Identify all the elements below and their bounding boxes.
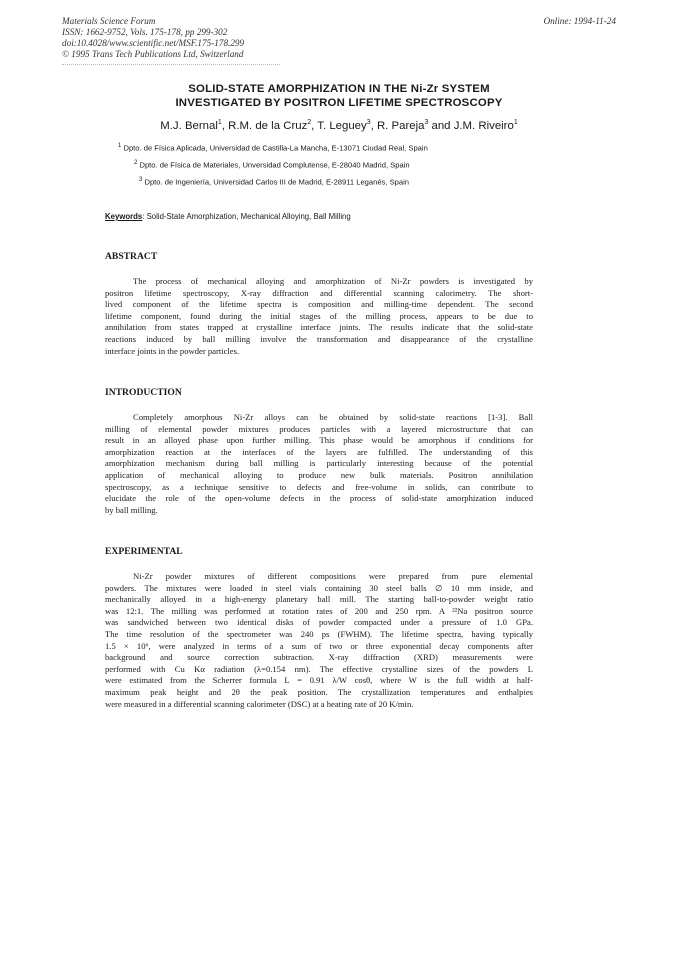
author-sep: and [428,119,454,132]
text-line: Completely amorphous Ni-Zr alloys can be obtained by solid-state reactions [1-3]. Ball [133,412,533,422]
text-line: were estimated from the Scherrer formula L = 0.91 λ/W cosθ, where W is the full width at half- [105,675,533,686]
affiliation-2 [134,160,410,170]
title-line-2: INVESTIGATED BY POSITRON LIFETIME SPECTROSCOPY [175,97,503,109]
affiliation-1 [118,143,428,153]
text-line: by ball milling. [105,504,158,515]
author-sup: 2 [307,119,312,126]
text-line: amorphization mechanism during ball milling is particularly interesting because of the potential [105,458,533,469]
author-sup: 1 [513,119,518,126]
text-line: The time resolution of the spectrometer was 240 ps (FWHM). The lifetime spectra, having typically [105,628,533,639]
section-heading-abstract: ABSTRACT [105,251,158,262]
paper-title [0,82,678,110]
title-line-1: SOLID-STATE AMORPHIZATION IN THE Ni-Zr SYSTEM [188,83,490,95]
text-line: background and source correction subtraction. X-ray diffraction (XRD) measurements were [105,652,533,663]
text-line: positron lifetime spectroscopy, X-ray diffraction and differential scanning calorimetry. The short- [105,287,533,298]
text-line: were measured in a differential scanning calorimeter (DSC) at a heating rate of 20 K/min. [105,698,414,709]
text-line: milling of elemental powder mixtures produces particles with a layered microstructure that can [105,423,533,434]
author-list [0,119,678,132]
author-name: T. Leguey [317,119,367,132]
keywords-label: Keywords [105,212,143,221]
keywords [105,212,351,221]
affiliation-sup: 2 [134,160,138,166]
affiliation-text: Dpto. de Física Aplicada, Universidad de Castilla-La Mancha, E-13071 Ciudad Real, Spain [123,143,428,153]
author-name: M.J. Bernal [160,119,218,132]
abstract-paragraph [105,276,533,357]
text-line: result in an alloyed phase upon further milling. This phase would be amorphous if conditions for [105,435,533,446]
publication-metadata [62,16,244,60]
text-line: lived component of the lifetime spectra is composition and milling-time dependent. The second [105,299,533,310]
copyright-line: © 1995 Trans Tech Publications Ltd, Switzerland [62,49,244,59]
author-name: J.M. Riveiro [453,119,514,132]
author-sup: 3 [424,119,429,126]
section-heading-introduction: INTRODUCTION [105,387,182,398]
author-name: R. Pareja [376,119,425,132]
text-line: mechanically alloyed in a high-energy planetary ball mill. The starting ball-to-powder weight ratio [105,594,533,605]
author-sup: 1 [217,119,222,126]
text-line: reactions induced by ball milling involve the transformation and disappearance of the crystalline [105,333,533,344]
affiliation-text: Dpto. de Física de Materiales, Unversidad Complutense, E-28040 Madrid, Spain [139,160,410,170]
text-line: application of mechanical alloying to produce new bulk materials. Positron annihilation [105,469,533,480]
author-name: R.M. de la Cruz [228,119,308,132]
text-line: maximum peak height and 2θ the peak position. The crystallization temperatures and enthalpies [105,686,533,697]
text-line: spectroscopy, as a technique sensitive to defects and free-volume in solids, can contribute to [105,481,533,492]
text-line: amorphization reaction at the interfaces of the layers are fulfilled. The understanding of this [105,446,533,457]
author-sup: 3 [366,119,371,126]
text-line: interface joints in the powder particles. [105,345,240,356]
text-line: 1.5 × 10⁶, were analyzed in terms of a sum of two or three exponential decay components after [105,640,533,651]
journal-name: Materials Science Forum [62,16,156,26]
introduction-paragraph [105,412,533,516]
text-line: powders. The mixtures were loaded in steel vials containing 30 steel balls ∅ 10 mm inside, and [105,582,533,593]
issn-line: ISSN: 1662-9752, Vols. 175-178, pp 299-302 [62,27,228,37]
text-line: lifetime component, found during the initial stages of the milling process, appears to be due to [105,310,533,321]
online-date: Online: 1994-11-24 [543,16,616,26]
experimental-paragraph [105,571,533,710]
text-line: The process of mechanical alloying and amorphization of Ni-Zr powders is investigated by [133,276,533,286]
affiliation-text: Dpto. de Ingeniería, Universidad Carlos III de Madrid, E-28911 Leganés, Spain [144,177,409,187]
author-sep: , [311,119,318,132]
doi-line: doi:10.4028/www.scientific.net/MSF.175-178.299 [62,38,245,48]
text-line: performed with Cu Kα radiation (λ=0.154 nm). The effective crystalline sizes of the powders L [105,663,533,674]
author-sep: , [221,119,229,132]
text-line: elucidate the role of the open-volume defects in the process of solid-state amorphization induced [105,493,533,504]
affiliation-3 [139,177,409,187]
keywords-text: : Solid-State Amorphization, Mechanical Alloying, Ball Milling [142,212,351,221]
text-line: Ni-Zr powder mixtures of different compositions were prepared from pure elemental [133,571,533,581]
affiliation-sup: 1 [118,143,122,149]
text-line: annihilation from states trapped at crystalline interface joints. The results indicate that the solid-state [105,322,533,333]
affiliation-sup: 3 [139,177,143,183]
author-sep: , [370,119,377,132]
text-line: was 12:1. The milling was performed at rotation rates of 200 and 250 rpm. A ²²Na positron source [105,605,533,616]
text-line: was sandwiched between two identical disks of powder compacted under a pressure of 1.0 GPa. [105,617,533,628]
header-divider [62,64,280,65]
section-heading-experimental: EXPERIMENTAL [105,546,183,557]
